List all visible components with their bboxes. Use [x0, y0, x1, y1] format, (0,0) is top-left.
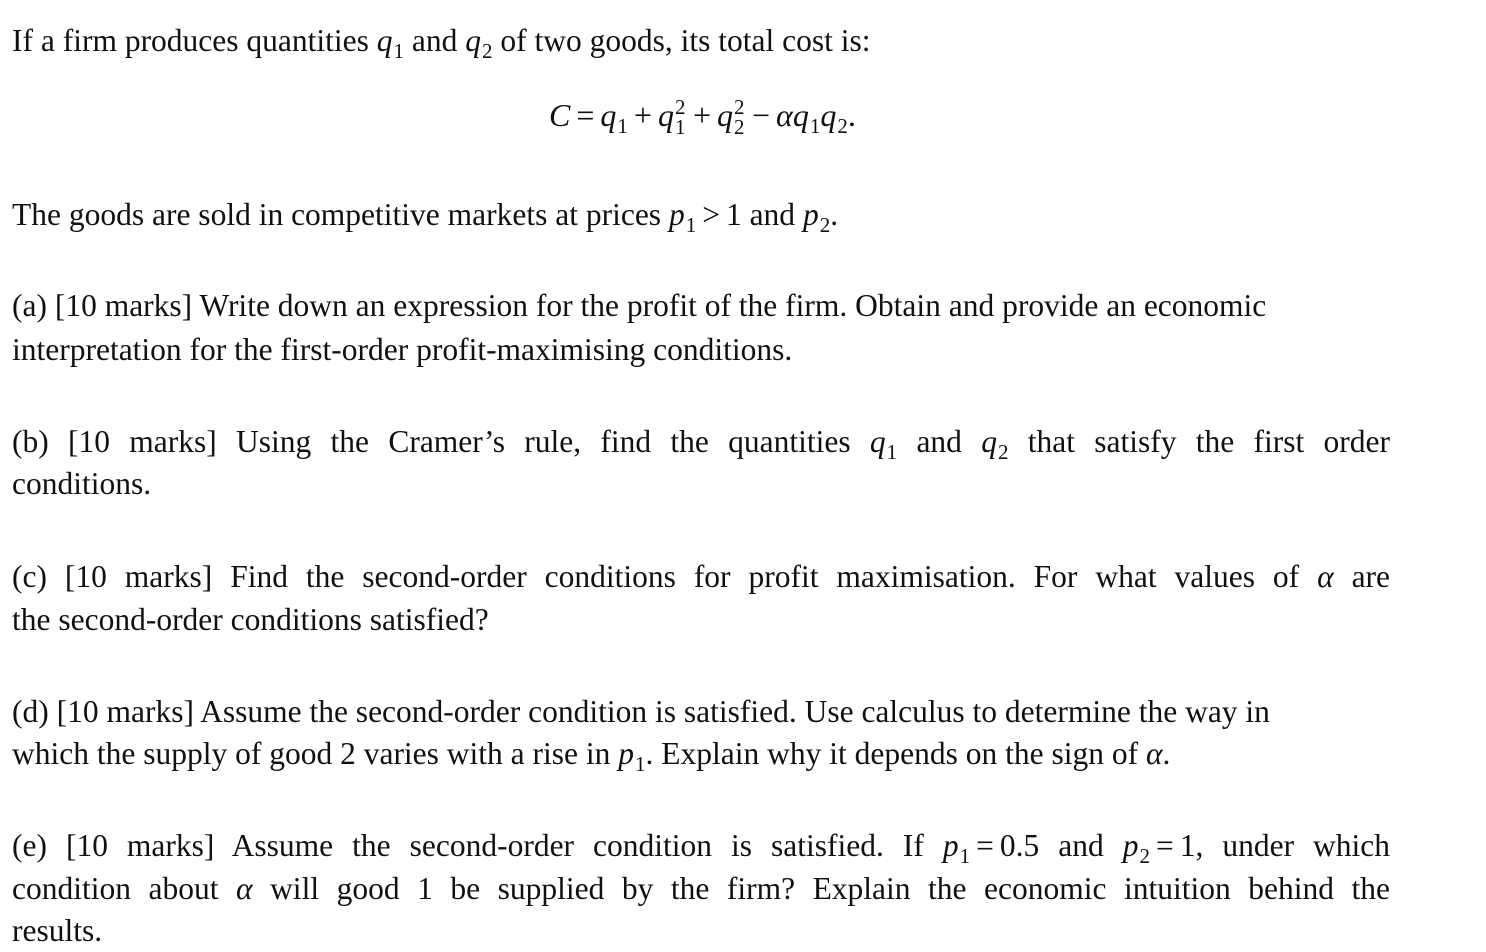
part-d-period: .: [1162, 736, 1171, 771]
part-e-and: and: [1058, 828, 1104, 863]
cost-equation: [549, 97, 856, 137]
markets-gt: >: [702, 197, 720, 232]
var-q1: $q_1$: [376, 23, 405, 63]
eq-period: .: [847, 97, 856, 133]
eq-term-q1: $q_1$: [600, 97, 628, 138]
part-d-var-p1: $p_1$: [618, 736, 646, 776]
var-p1: $p_1$: [668, 197, 697, 237]
part-d-alpha: α: [1145, 736, 1163, 771]
part-e-line2-before: condition about: [12, 871, 219, 906]
eq-term-q1-squared: q 2 1: [657, 95, 686, 139]
part-c-text-before: (c) [10 marks] Find the second-order conditions for profit maximisation. For what values of: [12, 559, 1300, 594]
part-c-text-after: are: [1351, 559, 1391, 594]
part-c-alpha: α: [1317, 559, 1334, 594]
part-b-var-q1: $q_1$: [869, 424, 898, 464]
part-e-equals-2: =: [1155, 828, 1174, 863]
part-e-line-3: results.: [12, 913, 103, 948]
intro-and: and: [404, 23, 466, 58]
markets-sentence: [12, 197, 838, 236]
part-e-text-before: (e) [10 marks] Assume the second-order condition is satisfied. If: [12, 828, 924, 863]
part-e-val2: 1,: [1179, 828, 1204, 863]
markets-text-before: The goods are sold in competitive markets at prices: [12, 197, 669, 232]
eq-equals: =: [576, 97, 595, 133]
part-b-and: and: [916, 424, 962, 459]
part-e-var-p2: $p_2$: [1122, 828, 1150, 868]
eq-plus-1: +: [633, 97, 652, 133]
part-a-line-1: (a) [10 marks] Write down an expression for the profit of the firm. Obtain and provide an economic: [12, 288, 1267, 323]
markets-and: and: [741, 197, 803, 232]
intro-sentence: [12, 23, 871, 62]
markets-one: 1: [725, 197, 742, 232]
part-d-line-2: [12, 736, 1170, 775]
intro-text-after: of two goods, its total cost is:: [492, 23, 871, 58]
eq-plus-2: +: [692, 97, 711, 133]
markets-period: .: [830, 197, 839, 232]
part-e-line-1: [12, 828, 1390, 867]
part-e-line-2: [12, 871, 1390, 907]
eq-term-alpha-q1-q2: $\alpha q_1q_2$: [776, 97, 848, 138]
part-b-text-after: that satisfy the first order: [1027, 424, 1391, 459]
part-d-text-mid: . Explain why it depends on the sign of: [645, 736, 1146, 771]
var-q2: $q_2$: [465, 23, 493, 63]
part-b-line-1: [12, 424, 1390, 463]
eq-term-q2-squared: q 2 2: [716, 95, 745, 139]
part-e-val1: 0.5: [999, 828, 1040, 863]
part-b-text-before: (b) [10 marks] Using the Cramer’s rule, find the quantities: [12, 424, 851, 459]
part-b-var-q2: $q_2$: [981, 424, 1009, 464]
part-e-line2-after: will good 1 be supplied by the firm? Explain the economic intuition behind the: [270, 871, 1390, 906]
part-d-text-before: which the supply of good 2 varies with a rise in: [12, 736, 619, 771]
eq-lhs: C: [549, 97, 571, 133]
part-e-equals-1: =: [976, 828, 994, 863]
part-b-line-2: conditions.: [12, 466, 152, 501]
var-p2: $p_2$: [802, 197, 831, 237]
part-e-text-after: under which: [1222, 828, 1391, 863]
part-c-line-1: [12, 559, 1390, 595]
intro-text-before: If a firm produces quantities: [12, 23, 377, 58]
eq-minus: −: [751, 97, 771, 133]
part-e-var-p1: $p_1$: [942, 828, 971, 868]
part-a-line-2: interpretation for the first-order profit-maximising conditions.: [12, 332, 793, 367]
part-e-alpha: α: [236, 871, 253, 906]
part-c-line-2: the second-order conditions satisfied?: [12, 602, 489, 637]
part-d-line-1: (d) [10 marks] Assume the second-order condition is satisfied. Use calculus to determine the way in: [12, 694, 1270, 729]
